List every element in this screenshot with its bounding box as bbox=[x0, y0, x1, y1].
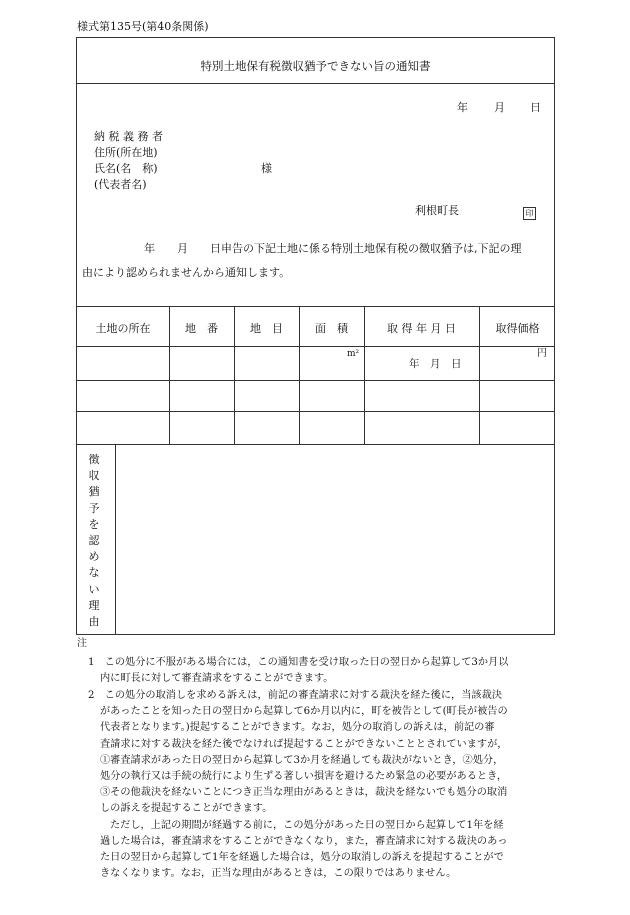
col-header-acquisition-date: 取 得 年 月 日 bbox=[387, 322, 456, 335]
date-month: 月 bbox=[494, 101, 505, 114]
body-text-line-2: 由により認められませんから通知します。 bbox=[82, 266, 291, 279]
note-2: 2 この処分の取消しを求める訴えは，前記の審査請求に対する裁決を経た後に，当該裁決 があったことを知った日の翌日から起算して6か月以内に，町を被告として(町長が被告の 代表者となります。)提起することができます。なお，処分の取消しの訴えは，前記の審 査請求に対する裁決を経た後でなければ提起することができないこととされていますが， ①審査請求があった日の翌日から起算して3か月を経過しても裁決がないとき，②処分， 処分の執行又は手続の続行により生ずる著しい損害を避けるため緊急の必要があるとき， ③その他裁決を経ないことにつき正当な理由があるときは，裁決を経ないでも処分の取消 しの訴えを提起することができます。 ただし，上記の期間が経過する前に，この処分があった日の翌日から起算して1年を経 過した場合は，審査請求をすることができなくなり，また，審査請求に対する裁決のあっ た日の翌日から起算して1年を経過した場合は，処分の取消しの訴えを提起することがで きなくなります。なお，正当な理由があるときは，この限りではありません。 bbox=[88, 690, 508, 880]
price-unit: 円 bbox=[537, 348, 547, 359]
seal-icon: 印 bbox=[523, 207, 536, 220]
col-header-lot-number: 地 番 bbox=[185, 322, 218, 335]
taxpayer-heading: 納 税 義 務 者 bbox=[94, 130, 163, 143]
seal-mark bbox=[523, 203, 536, 222]
taxpayer-representative-label: (代表者名) bbox=[94, 178, 147, 191]
table-bottom-divider bbox=[77, 444, 554, 445]
title-divider bbox=[77, 83, 554, 84]
table-header-divider bbox=[77, 346, 554, 347]
notes-heading: 注 bbox=[77, 638, 87, 649]
col-header-area: 面 積 bbox=[315, 322, 348, 335]
reason-label-vertical: 徴 収 猶 予 を 認 め な い 理 由 bbox=[88, 453, 100, 629]
form-number-label: 様式第135号(第40条関係) bbox=[77, 20, 209, 33]
taxpayer-address-label: 住所(所在地) bbox=[94, 146, 158, 159]
reason-divider bbox=[115, 444, 116, 634]
col-header-land-category: 地 目 bbox=[250, 322, 283, 335]
table-row-divider-1 bbox=[77, 380, 554, 381]
date-day: 日 bbox=[530, 101, 541, 114]
col-header-location: 土地の所在 bbox=[95, 322, 151, 335]
acquisition-date-template: 年 月 日 bbox=[409, 358, 462, 370]
area-unit: m² bbox=[347, 349, 360, 359]
honorific-sama: 様 bbox=[261, 162, 272, 175]
date-year: 年 bbox=[457, 101, 468, 114]
document-title: 特別土地保有税徴収猶予できない旨の通知書 bbox=[200, 59, 431, 73]
body-text-line-1: 年 月 日申告の下記土地に係る特別土地保有税の徴収猶予は,下記の理 bbox=[144, 242, 522, 255]
taxpayer-name-label: 氏名(名 称) bbox=[94, 162, 158, 175]
body-divider bbox=[77, 306, 554, 307]
table-row-divider-2 bbox=[77, 411, 554, 412]
issuer-title: 利根町長 bbox=[415, 204, 459, 217]
notice-form-frame bbox=[76, 37, 555, 635]
note-1: 1 この処分に不服がある場合には，この通知書を受け取った日の翌日から起算して3か月以 内に町長に対して審査請求をすることができます。 bbox=[88, 657, 509, 685]
col-header-acquisition-price: 取得価格 bbox=[495, 322, 540, 335]
